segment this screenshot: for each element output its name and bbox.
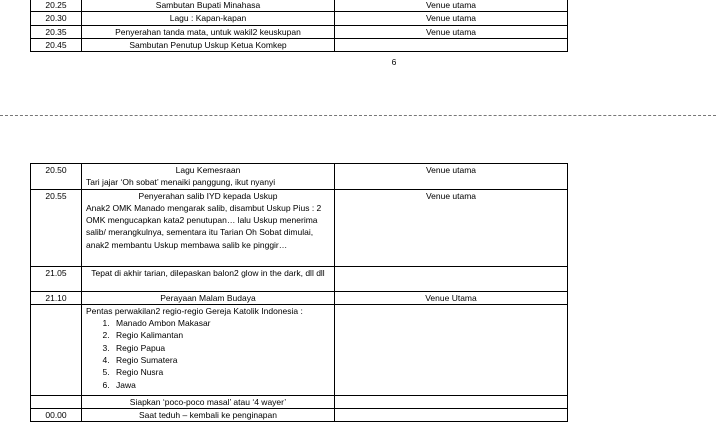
activity-cell [82,304,335,395]
table-row [31,266,568,291]
table-row [31,291,568,304]
venue-cell [335,395,568,408]
time-cell: 20.50 [31,164,82,190]
activity-description: Tari jajar ‘Oh sobat’ menaiki panggung, ikut nyanyi [86,177,276,188]
activity-cell: Sambutan Penutup Uskup Ketua Komkep [82,38,335,51]
table-row [31,304,568,395]
activity-description: Anak2 OMK Manado mengarak salib, disambut Uskup Pius : 2 OMK mengucapkan kata2 penutupan… lalu Uskup menerima salib/ merangkulnya, sementara itu Tarian Oh Sobat dimulai, anak2 membantu Uskup membawa salib ke pinggir… [86,202,322,250]
venue-cell: Venue utama [335,0,568,12]
table-row [31,25,568,38]
venue-cell [335,38,568,51]
table-row [31,164,568,190]
list-item: 1. Manado Ambon Makasar [112,317,330,329]
time-cell: 21.10 [31,291,82,304]
table-row [31,395,568,408]
activity-cell: Penyerahan tanda mata, untuk wakil2 keuskupan [82,25,335,38]
venue-cell: Venue utama [335,12,568,25]
schedule-table-bottom [30,163,568,422]
table-row [31,12,568,25]
venue-cell: Venue utama [335,189,568,266]
table-row [31,409,568,422]
time-cell: 00.00 [31,409,82,422]
activity-cell: Lagu : Kapan-kapan [82,12,335,25]
time-cell: 20.30 [31,12,82,25]
activity-cell [82,164,335,190]
list-item: 6. Jawa [112,379,330,391]
regio-list [86,317,330,391]
time-cell: 20.55 [31,189,82,266]
activity-cell: Siapkan ‘poco-poco masal’ atau ‘4 wayer’ [82,395,335,408]
table-row [31,189,568,266]
venue-cell: Venue utama [335,25,568,38]
venue-cell [335,409,568,422]
schedule-table-top [30,0,568,52]
time-cell [31,304,82,395]
venue-cell: Venue utama [335,164,568,190]
time-cell: 21.05 [31,266,82,291]
venue-cell [335,304,568,395]
activity-cell: Perayaan Malam Budaya [82,291,335,304]
time-cell [31,395,82,408]
venue-cell [335,266,568,291]
activity-title: Lagu Kemesraan [175,165,241,175]
activity-cell: Sambutan Bupati Minahasa [82,0,335,12]
list-item: 5. Regio Nusra [112,366,330,378]
table-row [31,38,568,51]
time-cell: 20.25 [31,0,82,12]
list-item: 3. Regio Papua [112,342,330,354]
activity-title: Penyerahan salib IYD kepada Uskup [138,190,278,201]
list-item: 2. Regio Kalimantan [112,329,330,341]
time-cell: 20.45 [31,38,82,51]
table-row [31,0,568,12]
activity-cell: Saat teduh – kembali ke penginapan [82,409,335,422]
page-number: 6 [391,57,397,67]
activity-cell: Tepat di akhir tarian, dilepaskan balon2 glow in the dark, dll dll [82,266,335,291]
time-cell: 20.35 [31,25,82,38]
venue-cell: Venue Utama [335,291,568,304]
page-break-divider [0,115,716,116]
activity-description: Pentas perwakilan2 regio-regio Gereja Katolik Indonesia : [86,305,303,316]
list-item: 4. Regio Sumatera [112,354,330,366]
activity-cell [82,189,335,266]
